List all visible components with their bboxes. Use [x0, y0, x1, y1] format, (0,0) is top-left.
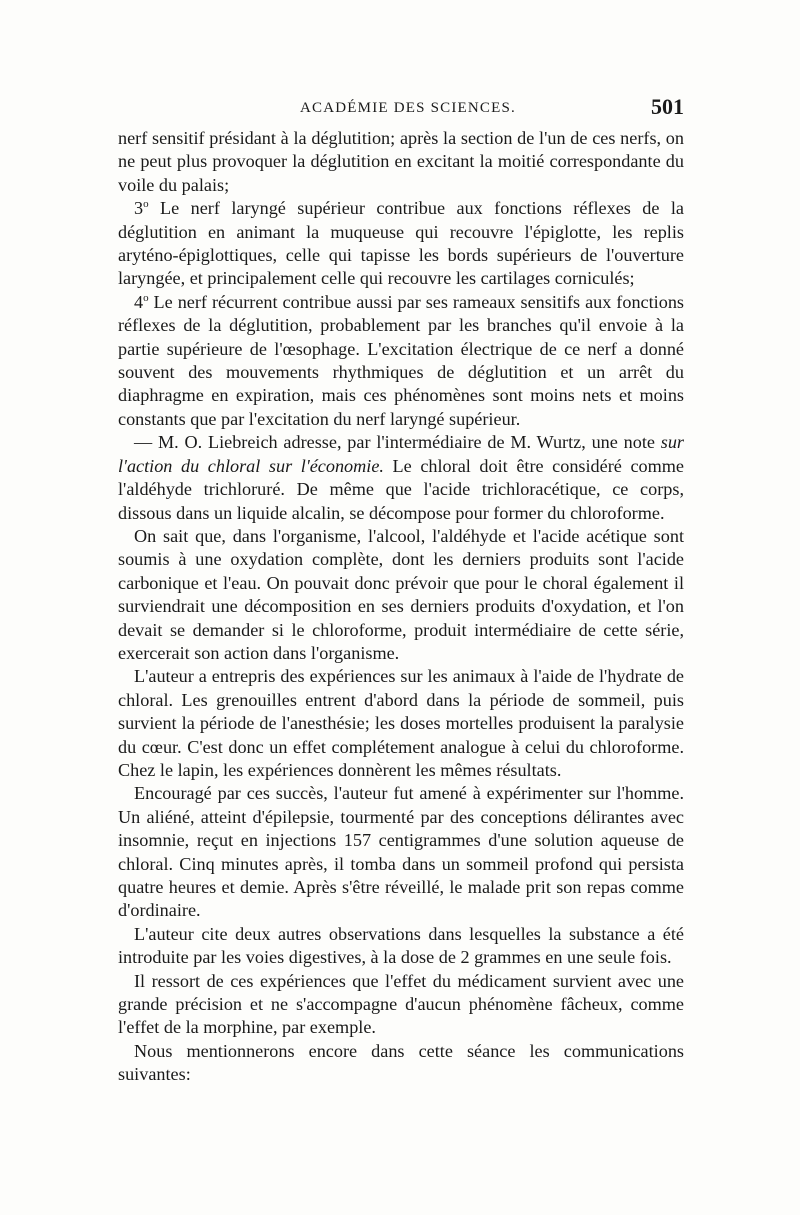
running-head: ACADÉMIE DES SCIENCES.	[300, 100, 516, 116]
paragraph-6-text: L'auteur a entrepris des expériences sur les animaux à l'aide de l'hydrate de chloral. Les grenouilles entrent d'abord dans la période de sommeil, puis survient la période de l'anesthésie; les doses mortelles produisent la paralysie du cœur. C'est donc un effet complétement analogue à celui du chloroforme. Chez le lapin, les expériences donnèrent les mêmes résultats.	[118, 666, 684, 780]
item-number-4: 4	[134, 291, 144, 312]
paragraph-1-text: nerf sensitif présidant à la déglutition; après la section de l'un de ces nerfs, on ne peut plus provoquer la déglutition en excitant la moitié correspondante du voile du palais;	[118, 128, 684, 195]
paragraph-7	[118, 782, 684, 922]
page-header	[118, 96, 684, 126]
paragraph-8	[118, 923, 684, 970]
paragraph-2-text: Le nerf laryngé supérieur contribue aux fonctions réflexes de la déglutition en animant la muqueuse qui recouvre l'épiglotte, les replis aryténo-épiglottiques, celle qui tapisse les bords supérieurs de l'ouverture laryngée, et principalement celle qui recouvre les cartilages corniculés;	[118, 198, 684, 289]
paragraph-10-text: Nous mentionnerons encore dans cette séance les communications suivantes:	[118, 1040, 684, 1085]
paragraph-6	[118, 665, 684, 782]
paragraph-4-intro: — M. O. Liebreich adresse, par l'intermédiaire de M. Wurtz, une note	[134, 432, 661, 453]
ordinal-mark: o	[143, 291, 149, 304]
paragraph-5-text: On sait que, dans l'organisme, l'alcool, l'aldéhyde et l'acide acétique sont soumis à une oxydation complète, dont les derniers produits sont l'acide carbonique et l'eau. On pouvait donc prévoir que pour le choral également il surviendrait une décomposition en ses derniers produits d'oxydation, et l'on devait se demander si le chloroforme, produit intermédiaire de cette série, exercerait son action dans l'organisme.	[118, 525, 684, 663]
paragraph-9-text: Il ressort de ces expériences que l'effet du médicament survient avec une grande précision et ne s'accompagne d'aucun phénomène fâcheux, comme l'effet de la morphine, par exemple.	[118, 970, 684, 1038]
paragraph-10	[118, 1040, 684, 1087]
page-number: 501	[651, 94, 684, 119]
paragraph-1	[118, 127, 684, 197]
paragraph-8-text: L'auteur cite deux autres observations dans lesquelles la substance a été introduite par les voies digestives, à la dose de 2 grammes en une seule fois.	[118, 923, 684, 968]
note-title: sur l'action du chloral sur l'économie.	[118, 432, 684, 476]
paragraph-3	[118, 291, 684, 431]
paragraph-3-text: Le nerf récurrent contribue aussi par ses rameaux sensitifs aux fonctions réflexes de la déglutition, probablement par les branches qu'il envoie à la partie supérieure de l'œsophage. L'excitation électrique de ce nerf a donné souvent des mouvements rhythmiques de déglutition et un arrêt du diaphragme en expiration, mais ces phénomènes sont moins nets et moins constants que par l'excitation du nerf laryngé supérieur.	[118, 291, 684, 429]
body-text	[118, 127, 684, 1087]
paragraph-9	[118, 970, 684, 1040]
paragraph-4	[118, 431, 684, 525]
paragraph-2	[118, 197, 684, 291]
item-number-3: 3	[134, 198, 144, 219]
paragraph-7-text: Encouragé par ces succès, l'auteur fut amené à expérimenter sur l'homme. Un aliéné, atteint d'épilepsie, tourmenté par des conceptions délirantes avec insomnie, reçut en injections 157 centigrammes d'une solution aqueuse de chloral. Cinq minutes après, il tomba dans un sommeil profond qui persista quatre heures et demie. Après s'être réveillé, le malade prit son repas comme d'ordinaire.	[118, 783, 684, 921]
paragraph-4-text: Le chloral doit être considéré comme l'aldéhyde trichloruré. De même que l'acide trichloracétique, ce corps, dissous dans un liquide alcalin, se décompose pour former du chloroforme.	[118, 455, 684, 523]
paragraph-5	[118, 525, 684, 665]
ordinal-mark: o	[143, 198, 149, 211]
